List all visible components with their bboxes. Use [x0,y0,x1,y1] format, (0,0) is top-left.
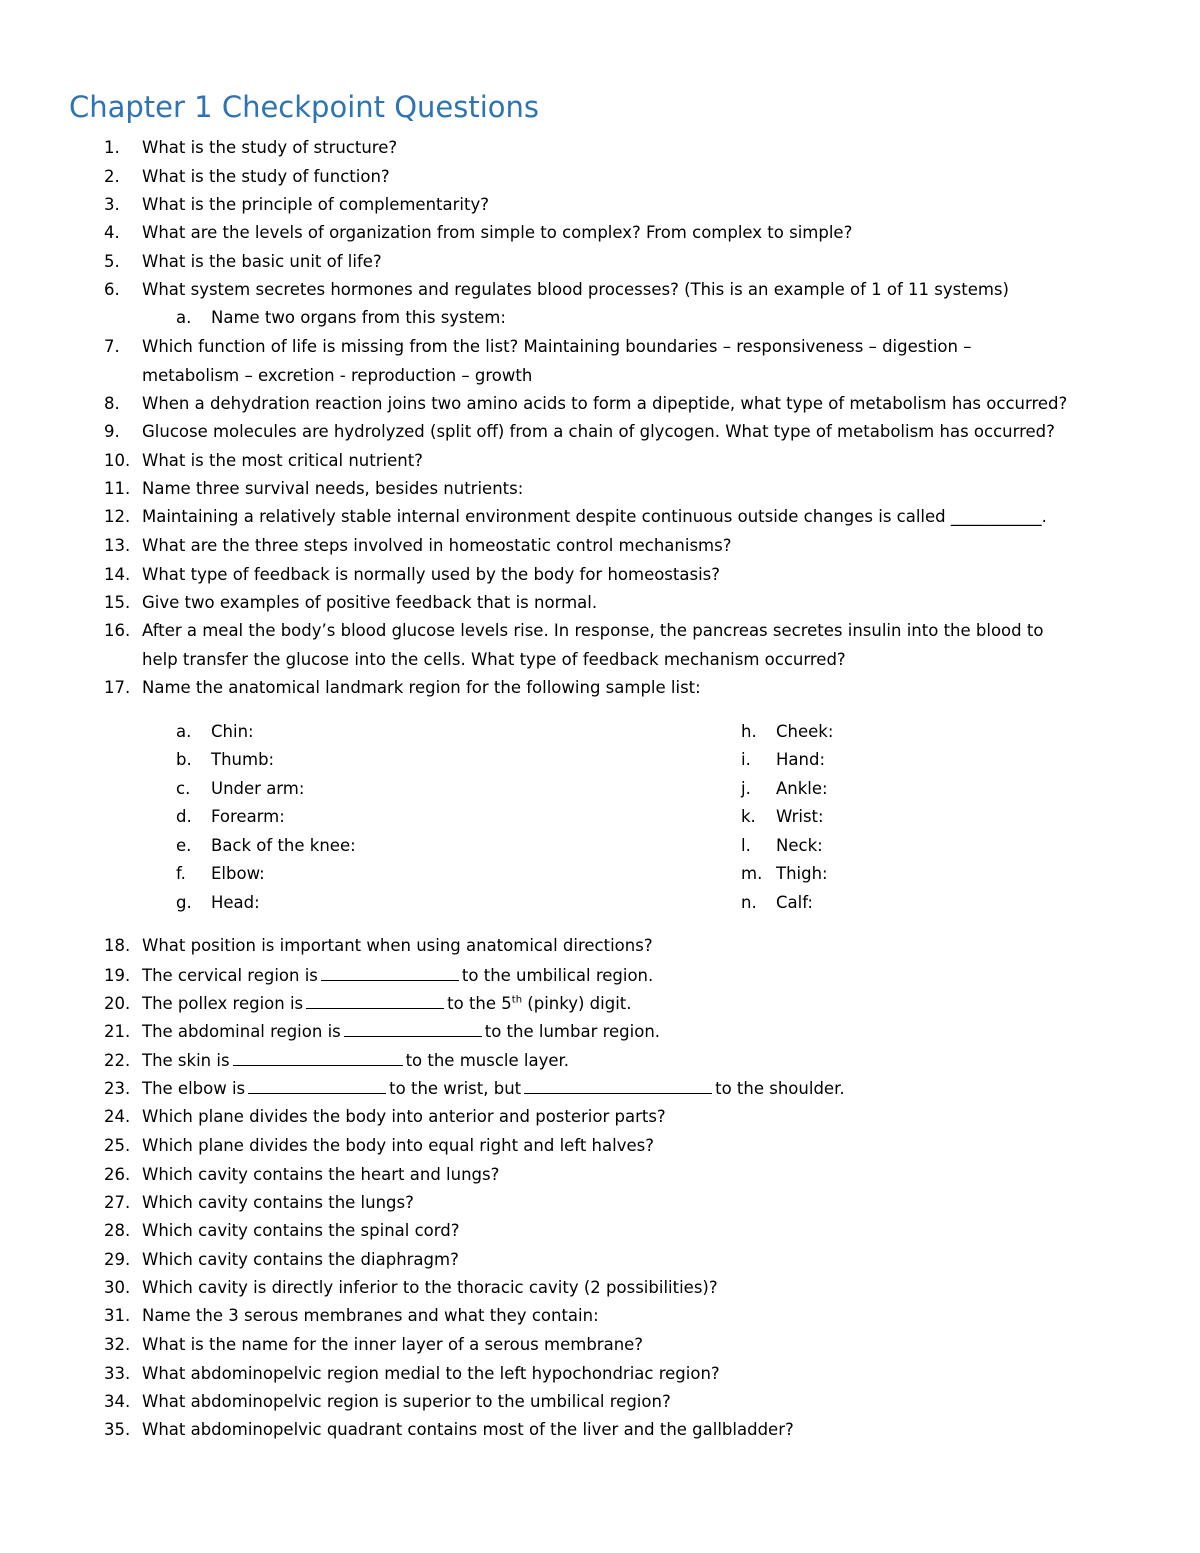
question-number: 12. [104,507,131,526]
question-14 [104,561,720,589]
answer-blank [524,1075,712,1094]
question-27 [104,1189,414,1217]
question-number: 24. [104,1107,131,1126]
question-16 [104,617,1043,645]
question-1 [104,134,397,162]
question-9 [104,418,1055,446]
landmark-text: Head: [211,893,260,912]
sub-question-text: Name two organs from this system: [211,308,506,327]
question-number: 27. [104,1193,131,1212]
question-number: 8. [104,394,120,413]
landmark-letter: g. [176,893,192,912]
question-text: Name the 3 serous membranes and what they contain: [142,1306,599,1325]
question-number: 5. [104,252,120,271]
question-text: What abdominopelvic region medial to the left hypochondriac region? [142,1364,720,1383]
question-text: What is the study of function? [142,167,390,186]
landmark-text: Back of the knee: [211,836,356,855]
question-13 [104,532,731,560]
landmark-item [741,746,825,774]
question-28 [104,1217,460,1245]
question-text: When a dehydration reaction joins two amino acids to form a dipeptide, what type of metabolism has occurred? [142,394,1068,413]
question-number: 34. [104,1392,131,1411]
answer-blank [306,990,444,1009]
question-text: What position is important when using anatomical directions? [142,936,653,955]
landmark-letter: c. [176,779,191,798]
question-text: After a meal the body’s blood glucose levels rise. In response, the pancreas secretes insulin into the blood to [142,621,1044,640]
question-21 [104,1018,660,1046]
question-number: 3. [104,195,120,214]
landmark-letter: d. [176,807,192,826]
question-number: 2. [104,167,120,186]
landmark-letter: i. [741,750,751,769]
landmark-letter: m. [741,864,763,883]
question-text: Give two examples of positive feedback that is normal. [142,593,598,612]
question-text: What is the basic unit of life? [142,252,382,271]
landmark-letter: h. [741,722,757,741]
landmark-item [176,718,254,746]
landmark-letter: b. [176,750,192,769]
question-number: 4. [104,223,120,242]
landmark-text: Cheek: [776,722,834,741]
question-number: 21. [104,1022,131,1041]
question-number: 19. [104,966,131,985]
question-number: 26. [104,1165,131,1184]
question-number: 31. [104,1306,131,1325]
answer-blank [321,962,459,981]
question-text: Which cavity contains the lungs? [142,1193,414,1212]
landmark-item [741,832,823,860]
question-number: 18. [104,936,131,955]
question-text-start: The abdominal region is [142,1022,341,1041]
question-15 [104,589,597,617]
landmark-letter: e. [176,836,192,855]
landmark-text: Chin: [211,722,254,741]
question-35 [104,1416,794,1444]
landmark-text: Thigh: [776,864,828,883]
question-text: What system secretes hormones and regulates blood processes? (This is an example of 1 of 11 systems) [142,280,1009,299]
question-number: 13. [104,536,131,555]
landmark-letter: a. [176,722,192,741]
landmark-item [176,803,285,831]
answer-blank [248,1075,386,1094]
landmark-letter: f. [176,864,186,883]
page-title: Chapter 1 Checkpoint Questions [69,90,540,124]
question-17 [104,674,701,702]
question-text: Which cavity is directly inferior to the thoracic cavity (2 possibilities)? [142,1278,718,1297]
question-31 [104,1302,599,1330]
question-16-continued: help transfer the glucose into the cells. What type of feedback mechanism occurred? [142,650,846,669]
question-number: 11. [104,479,131,498]
question-22 [104,1047,569,1075]
question-19 [104,962,653,990]
question-text: What abdominopelvic region is superior to the umbilical region? [142,1392,671,1411]
question-30 [104,1274,718,1302]
question-number: 6. [104,280,120,299]
question-number: 10. [104,451,131,470]
question-34 [104,1388,671,1416]
question-text-end: to the lumbar region. [484,1022,661,1041]
question-text-end: (pinky) digit. [522,994,632,1013]
landmark-text: Calf: [776,893,813,912]
question-number: 35. [104,1420,131,1439]
question-number: 1. [104,138,120,157]
question-text: Which function of life is missing from the list? Maintaining boundaries – responsiveness – digestion – [142,337,972,356]
question-text: Glucose molecules are hydrolyzed (split off) from a chain of glycogen. What type of metabolism has occurred? [142,422,1055,441]
question-number: 22. [104,1051,131,1070]
question-text: Name three survival needs, besides nutrients: [142,479,524,498]
question-text: What abdominopelvic quadrant contains most of the liver and the gallbladder? [142,1420,794,1439]
question-number: 7. [104,337,120,356]
sub-question-letter: a. [176,308,192,327]
question-2 [104,163,390,191]
question-text-start: The cervical region is [142,966,318,985]
question-text: Maintaining a relatively stable internal environment despite continuous outside changes is called ___________. [142,507,1047,526]
superscript: th [511,994,523,1006]
landmark-text: Wrist: [776,807,824,826]
question-number: 14. [104,565,131,584]
landmark-letter: j. [741,779,751,798]
question-number: 17. [104,678,131,697]
landmark-item [176,889,260,917]
question-number: 29. [104,1250,131,1269]
question-text: Which cavity contains the spinal cord? [142,1221,460,1240]
question-29 [104,1246,459,1274]
sub-question-6a [176,304,506,332]
answer-blank [344,1018,482,1037]
question-3 [104,191,489,219]
landmark-text: Thumb: [211,750,275,769]
landmark-item [741,803,824,831]
question-10 [104,447,423,475]
question-text: What is the study of structure? [142,138,398,157]
landmark-letter: n. [741,893,757,912]
question-text: What is the name for the inner layer of a serous membrane? [142,1335,644,1354]
question-32 [104,1331,643,1359]
question-5 [104,248,382,276]
landmark-item [176,860,265,888]
landmark-letter: l. [741,836,751,855]
question-4 [104,219,852,247]
question-24 [104,1103,666,1131]
question-11 [104,475,523,503]
question-23 [104,1075,845,1103]
landmark-text: Ankle: [776,779,828,798]
question-number: 20. [104,994,131,1013]
question-number: 9. [104,422,120,441]
answer-blank [233,1047,403,1066]
question-text-mid: to the 5 [447,994,512,1013]
landmark-text: Elbow: [211,864,265,883]
question-number: 30. [104,1278,131,1297]
question-number: 23. [104,1079,131,1098]
question-8 [104,390,1067,418]
question-text: What is the most critical nutrient? [142,451,423,470]
question-12 [104,503,1047,531]
landmark-item [176,775,304,803]
question-text: What type of feedback is normally used by the body for homeostasis? [142,565,721,584]
question-number: 28. [104,1221,131,1240]
landmark-item [741,860,828,888]
question-text-start: The pollex region is [142,994,304,1013]
question-text-start: The skin is [142,1051,230,1070]
question-25 [104,1132,654,1160]
question-number: 15. [104,593,131,612]
landmark-item [741,775,828,803]
question-text-mid: to the wrist, but [389,1079,522,1098]
question-text: Which plane divides the body into anterior and posterior parts? [142,1107,666,1126]
landmark-item [176,746,274,774]
question-26 [104,1161,499,1189]
question-text-start: The elbow is [142,1079,246,1098]
question-text: What are the three steps involved in homeostatic control mechanisms? [142,536,732,555]
landmark-text: Neck: [776,836,823,855]
question-number: 32. [104,1335,131,1354]
question-7-continued: metabolism – excretion - reproduction – growth [142,366,533,385]
question-33 [104,1360,720,1388]
landmark-letter: k. [741,807,756,826]
question-text: Which cavity contains the heart and lungs? [142,1165,500,1184]
question-text-end: to the shoulder. [715,1079,845,1098]
question-number: 16. [104,621,131,640]
question-7 [104,333,971,361]
landmark-text: Hand: [776,750,826,769]
question-text-end: to the umbilical region. [461,966,654,985]
landmark-item [741,718,833,746]
question-text: Which plane divides the body into equal right and left halves? [142,1136,654,1155]
question-6 [104,276,1009,304]
question-18 [104,932,653,960]
question-text: Which cavity contains the diaphragm? [142,1250,459,1269]
question-text-end: to the muscle layer. [405,1051,569,1070]
landmark-text: Forearm: [211,807,285,826]
landmark-item [176,832,356,860]
question-20 [104,990,632,1018]
question-text: Name the anatomical landmark region for the following sample list: [142,678,701,697]
landmark-item [741,889,813,917]
question-number: 33. [104,1364,131,1383]
landmark-text: Under arm: [211,779,305,798]
question-number: 25. [104,1136,131,1155]
question-text: What are the levels of organization from simple to complex? From complex to simple? [142,223,853,242]
question-text: What is the principle of complementarity? [142,195,489,214]
